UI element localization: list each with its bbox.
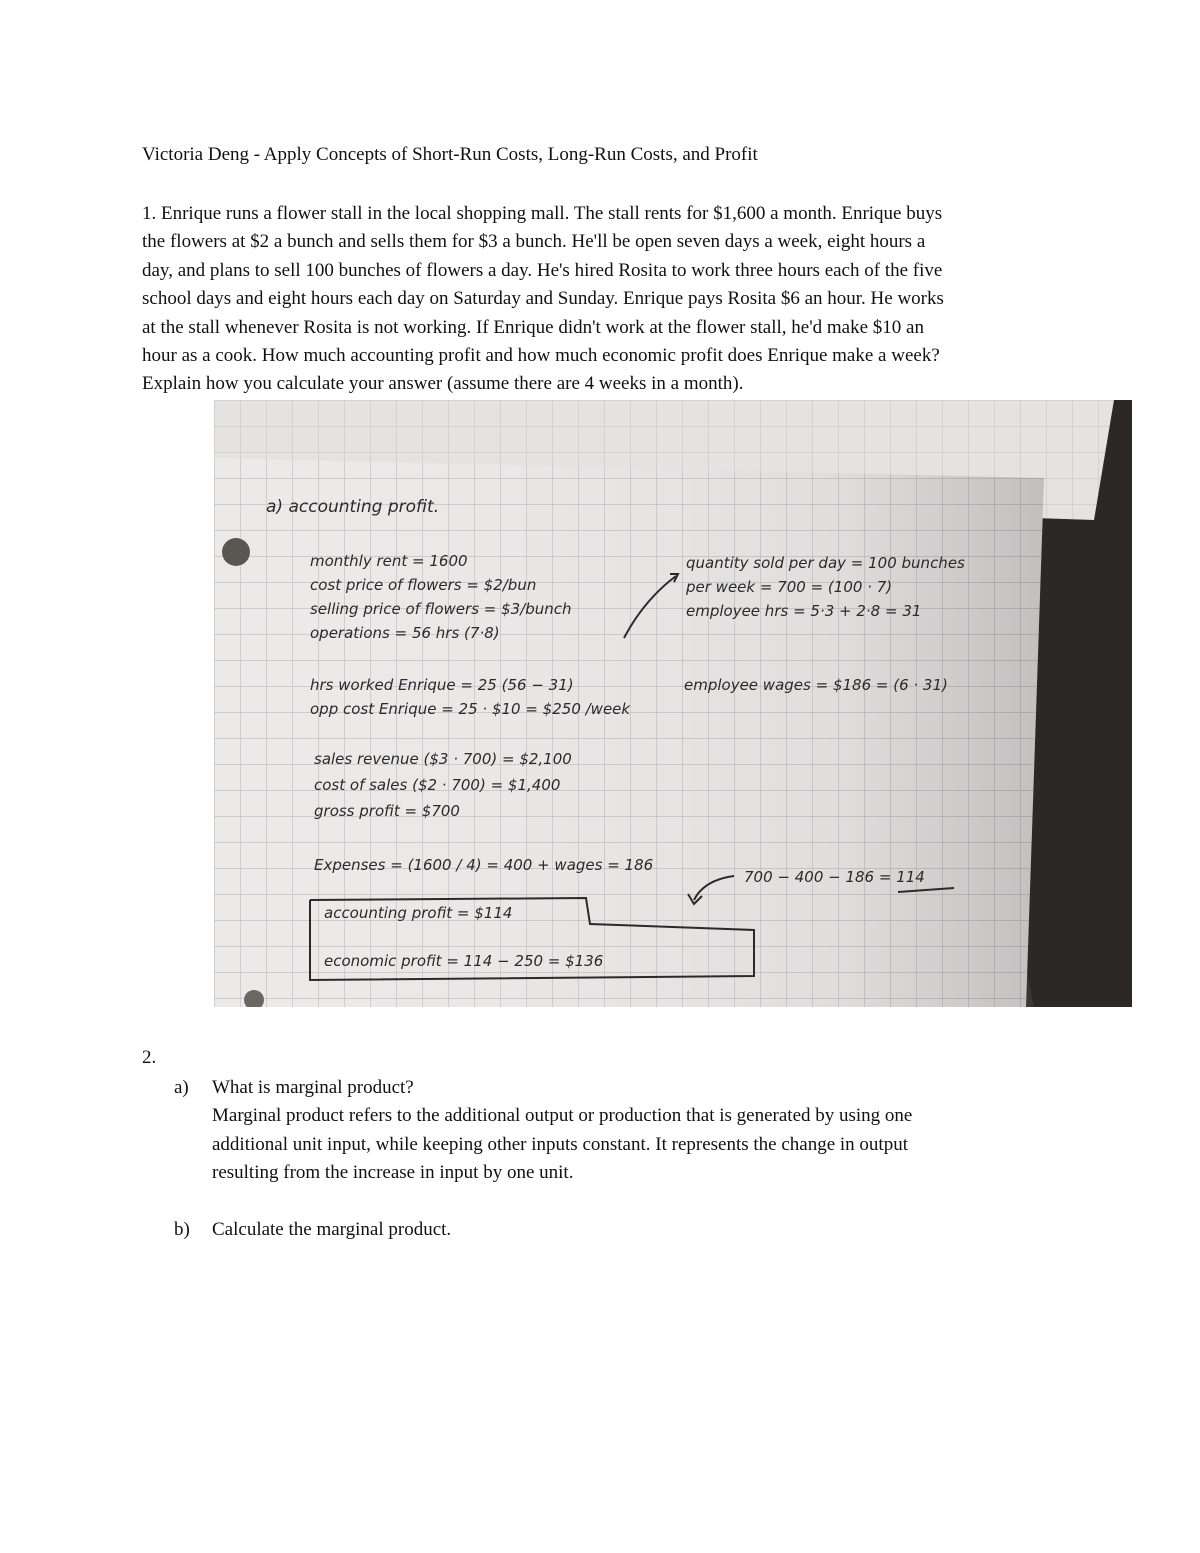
question-2a-prompt: What is marginal product? xyxy=(212,1077,414,1098)
question-2a-answer-line: additional unit input, while keeping other inputs constant. It represents the change in output xyxy=(212,1133,908,1155)
question-2a xyxy=(174,1074,1074,1194)
hw-left-line: operations = 56 hrs (7·8) xyxy=(310,624,500,642)
document-title: Victoria Deng - Apply Concepts of Short-Run Costs, Long-Run Costs, and Profit xyxy=(142,144,758,165)
question-2b xyxy=(174,1216,1074,1246)
question-2b-body xyxy=(212,1216,1052,1244)
hw-wages-line: employee wages = $186 = (6 · 31) xyxy=(684,676,948,694)
question-2a-marker: a) xyxy=(174,1077,189,1098)
hw-right-line: per week = 700 = (100 · 7) xyxy=(686,578,893,596)
question-2a-body xyxy=(212,1074,1052,1188)
question-1-line: day, and plans to sell 100 bunches of flowers a day. He's hired Rosita to work three hours each of the five xyxy=(142,259,943,281)
question-2b-marker: b) xyxy=(174,1219,190,1240)
question-1-line: Explain how you calculate your answer (assume there are 4 weeks in a month). xyxy=(142,373,744,395)
hw-heading: a) accounting profit. xyxy=(266,497,440,517)
hw-sales-line: sales revenue ($3 · 700) = $2,100 xyxy=(314,750,572,768)
hw-sales-line: gross profit = $700 xyxy=(314,802,460,820)
question-2a-answer-line: Marginal product refers to the additional output or production that is generated by using one xyxy=(212,1105,913,1127)
hw-sales-line: cost of sales ($2 · 700) = $1,400 xyxy=(314,776,561,794)
hw-hours-line: hrs worked Enrique = 25 (56 − 31) xyxy=(310,676,574,694)
question-2-number: 2. xyxy=(142,1047,157,1068)
hw-expenses-line: Expenses = (1600 / 4) = 400 + wages = 186 xyxy=(314,856,654,874)
question-1-line: 1. Enrique runs a flower stall in the local shopping mall. The stall rents for $1,600 a month. Enrique buys xyxy=(142,203,943,224)
hw-left-line: monthly rent = 1600 xyxy=(310,552,468,570)
question-1-text xyxy=(142,200,1062,399)
hw-hours-line: opp cost Enrique = 25 · $10 = $250 /week xyxy=(310,700,631,718)
hw-left-line: cost price of flowers = $2/bun xyxy=(310,576,537,594)
question-1-line: hour as a cook. How much accounting profit and how much economic profit does Enrique make a week? xyxy=(142,345,940,367)
hw-right-line: quantity sold per day = 100 bunches xyxy=(686,554,965,572)
question-1-line: school days and eight hours each day on Saturday and Sunday. Enrique pays Rosita $6 an hour. He works xyxy=(142,288,944,310)
hw-accounting-profit: accounting profit = $114 xyxy=(324,904,513,922)
question-1-line: at the stall whenever Rosita is not working. If Enrique didn't work at the flower stall, he'd make $10 an xyxy=(142,316,924,338)
question-1-line: the flowers at $2 a bunch and sells them for $3 a bunch. He'll be open seven days a week, eight hours a xyxy=(142,231,926,253)
hw-economic-profit: economic profit = 114 − 250 = $136 xyxy=(324,952,604,970)
hw-left-line: selling price of flowers = $3/bunch xyxy=(310,600,572,618)
hw-calc-line: 700 − 400 − 186 = 114 xyxy=(744,868,925,886)
handwritten-notes-photo xyxy=(214,400,1132,1007)
question-2b-prompt: Calculate the marginal product. xyxy=(212,1219,452,1240)
hw-right-line: employee hrs = 5·3 + 2·8 = 31 xyxy=(686,602,922,620)
question-2a-answer-line: resulting from the increase in input by one unit. xyxy=(212,1162,574,1184)
